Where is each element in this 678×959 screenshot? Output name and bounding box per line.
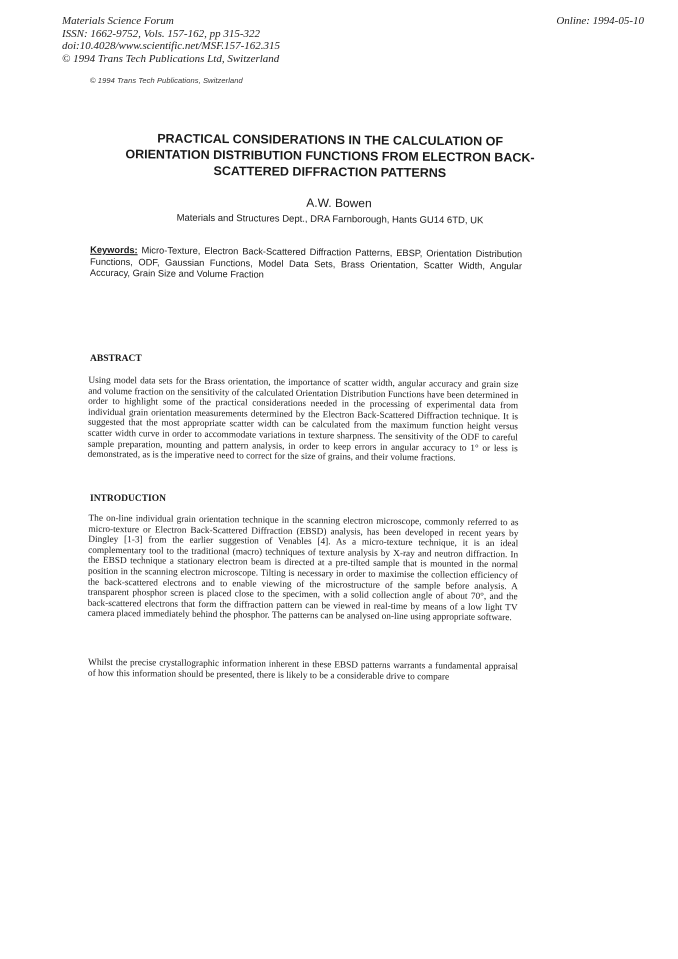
publication-header (62, 15, 280, 65)
doi-line[interactable]: doi:10.4028/www.scientific.net/MSF.157-162.315 (62, 40, 281, 52)
keywords-text: Micro-Texture, Electron Back-Scattered Diffraction Patterns, EBSP, Orientation Distribution Functions, ODF, Gaussian Functions, Model Data Sets, Brass Orientation, Scatter Width, Angular Accuracy, Grain Size and Volume Fraction (89, 245, 523, 280)
keywords-label: Keywords: (90, 244, 138, 256)
copyright-line: © 1994 Trans Tech Publications Ltd, Switzerland (62, 52, 280, 65)
keywords-block (90, 245, 522, 284)
abstract-text: Using model data sets for the Brass orientation, the importance of scatter width, angular accuracy and grain size and volume fraction on the sensitivity of the calculated Orientation Distribution Functions have been determined in order to highlight some of the practical considerations needed in the processing of experimental data from individual grain orientation measurements determined by the Electron Back-Scattered Diffraction technique. It is suggested that the most appropriate scatter width can be calculated from the maximum function height versus scatter width curve in order to accommodate variations in texture sharpness. The sensitivity of the ODF to careful sample preparation, mounting and pattern analysis, in order to keep errors in angular accuracy to 1° or less is demonstrated, as is the imperative need to correct for the size of grains, and their volume fractions. (87, 375, 519, 464)
faint-copyright: © 1994 Trans Tech Publications, Switzerland (90, 76, 243, 85)
introduction-heading: INTRODUCTION (90, 494, 167, 504)
issn-line: ISSN: 1662-9752, Vols. 157-162, pp 315-322 (62, 27, 260, 40)
introduction-paragraph-2: Whilst the precise crystallographic information inherent in these EBSD patterns warrants a fundamental appraisal of how this information should be presented, there is likely to be a considerable drive to compare (87, 657, 519, 683)
paper-author: A.W. Bowen (306, 195, 372, 211)
abstract-heading: ABSTRACT (90, 354, 142, 364)
journal-name: Materials Science Forum (62, 15, 174, 27)
introduction-paragraph-1: The on-line individual grain orientation technique in the scanning electron microscope, commonly referred to as micro-texture or Electron Back-Scattered Diffraction (EBSD) analysis, has been developed in recent years by Dingley [1-3] from the earlier suggestion of Venables [4]. As a micro-texture technique, it is an ideal complementary tool to the traditional (macro) techniques of texture analysis by X-ray and neutron diffraction. In the EBSD technique a stationary electron beam is directed at a pre-tilted sample that is mounted in the normal position in the scanning electron microscope. Tilting is necessary in order to maximise the collection efficiency of the back-scattered electrons and to enable viewing of the microstructure of the sample before analysis. A transparent phosphor screen is placed close to the specimen, with a solid collection angle of about 70°, and the back-scattered electrons that form the diffraction pattern can be viewed in real-time by means of a low light TV camera placed immediately behind the phosphor. The patterns can be analysed on-line using appropriate software. (87, 513, 519, 624)
paper-title: PRACTICAL CONSIDERATIONS IN THE CALCULATION OF ORIENTATION DISTRIBUTION FUNCTIONS FROM ELECTRON BACK-SCATTERED DIFFRACTION PATTERNS (125, 131, 535, 181)
author-affiliation: Materials and Structures Dept., DRA Farnborough, Hants GU14 6TD, UK (176, 212, 484, 227)
online-date: Online: 1994-05-10 (556, 15, 644, 27)
